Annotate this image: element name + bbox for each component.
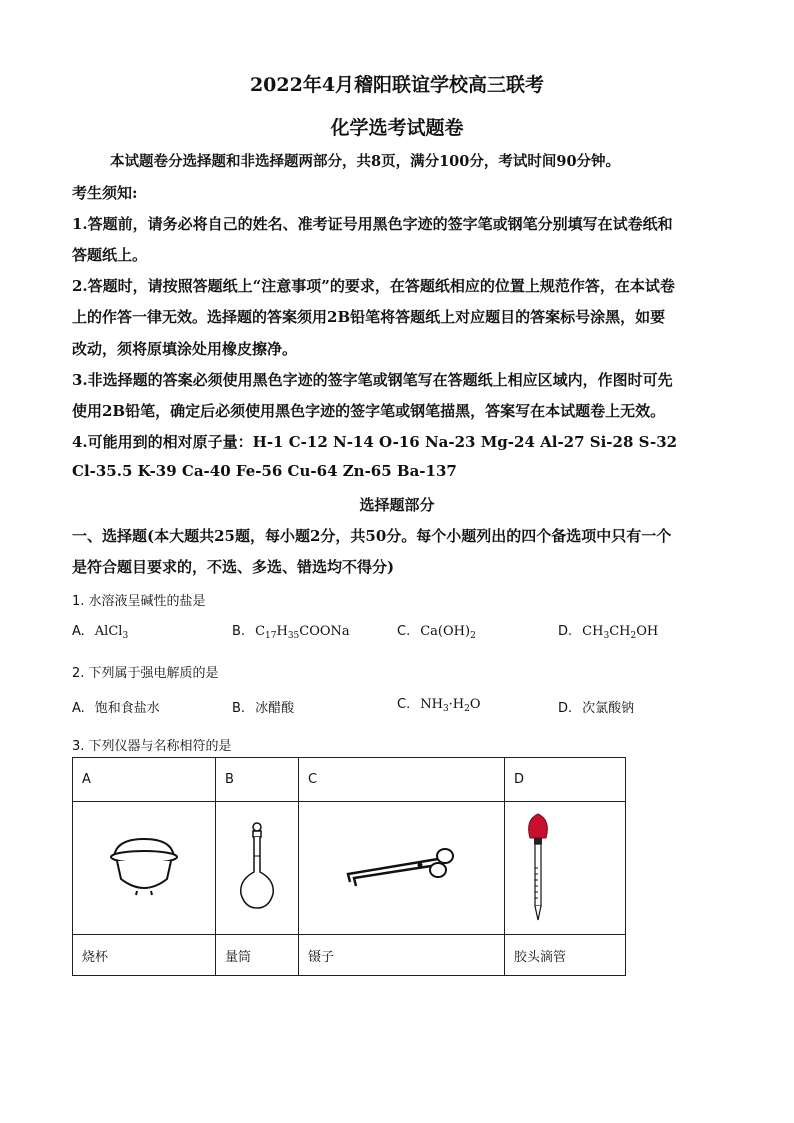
exam-title: 2022年4月稽阳联谊学校高三联考	[249, 74, 545, 96]
apparatus-table	[72, 757, 626, 976]
table-header-cell: A	[73, 758, 216, 802]
exam-subtitle: 化学选考试题卷	[330, 117, 464, 139]
q2-option-c: C. $NH_3\cdot H_2O$	[397, 697, 481, 714]
q2-option-d: D. 次氯酸钠	[558, 701, 635, 716]
table-name-cell: 烧杯	[73, 935, 216, 976]
q1-option-b: B. $C_{17}H_{35}COONa$	[232, 624, 350, 641]
table-header-cell: C	[299, 758, 505, 802]
intro-text: 本试题卷分选择题和非选择题两部分，共8页，满分100分，考试时间90分钟。	[110, 153, 621, 170]
question-1-stem: 1. 水溶液呈碱性的盐是	[72, 594, 206, 609]
q1-option-c: C. $Ca(OH)_2$	[397, 624, 476, 641]
table-image-cell	[299, 802, 505, 935]
table-header-cell: B	[216, 758, 299, 802]
table-image-cell	[73, 802, 216, 935]
table-name-cell: 量筒	[216, 935, 299, 976]
crucible-tongs-icon	[342, 842, 462, 890]
notice-heading: 考生须知:	[72, 184, 138, 202]
table-image-cell	[216, 802, 299, 935]
table-image-cell	[505, 802, 626, 935]
q2-option-b: B. 冰醋酸	[232, 701, 295, 716]
notice-line: 改动，须将原填涂处用橡皮擦净。	[72, 340, 298, 358]
section-title: 选择题部分	[359, 496, 435, 514]
table-name-cell: 胶头滴管	[505, 935, 626, 976]
section-instructions: 一、选择题(本大题共25题，每小题2分，共50分。每个小题列出的四个备选项中只有一个	[72, 527, 672, 545]
notice-line: 1.答题前，请务必将自己的姓名、准考证号用黑色字迹的签字笔或钢笔分别填写在试卷纸和	[72, 215, 673, 233]
table-header-cell: D	[505, 758, 626, 802]
notice-line: 上的作答一律无效。选择题的答案须用2B铅笔将答题纸上对应题目的答案标号涂黑，如要	[72, 308, 666, 326]
q1-option-d: D. $CH_3CH_2OH$	[558, 624, 659, 641]
question-2-stem: 2. 下列属于强电解质的是	[72, 666, 219, 681]
volumetric-flask-icon	[235, 820, 279, 912]
dropper-icon	[523, 808, 553, 924]
question-3-stem: 3. 下列仪器与名称相符的是	[72, 739, 232, 754]
table-name-cell: 镊子	[299, 935, 505, 976]
notice-line: 3.非选择题的答案必须使用黑色字迹的签字笔或钢笔写在答题纸上相应区域内，作图时可先	[72, 371, 673, 389]
evaporating-dish-icon	[104, 831, 184, 901]
table-name-row	[73, 935, 626, 976]
q2-option-a: A. 饱和食盐水	[72, 701, 160, 716]
notice-line: 使用2B铅笔，确定后必须使用黑色字迹的签字笔或钢笔描黑，答案写在本试题卷上无效。	[72, 402, 666, 420]
table-image-row	[73, 802, 626, 935]
table-header-row	[73, 758, 626, 802]
atomic-mass-line: Cl-35.5 K-39 Ca-40 Fe-56 Cu-64 Zn-65 Ba-137	[72, 462, 457, 480]
notice-line: 2.答题时，请按照答题纸上“注意事项”的要求，在答题纸相应的位置上规范作答，在本试卷	[72, 277, 675, 295]
q1-option-a: A. AlCl$_3$	[72, 624, 129, 641]
section-instructions: 是符合题目要求的，不选、多选、错选均不得分)	[72, 558, 395, 576]
notice-line: 答题纸上。	[72, 246, 148, 264]
atomic-mass-line: 4.可能用到的相对原子量：H-1 C-12 N-14 O-16 Na-23 Mg-24 Al-27 Si-28 S-32	[72, 433, 678, 451]
